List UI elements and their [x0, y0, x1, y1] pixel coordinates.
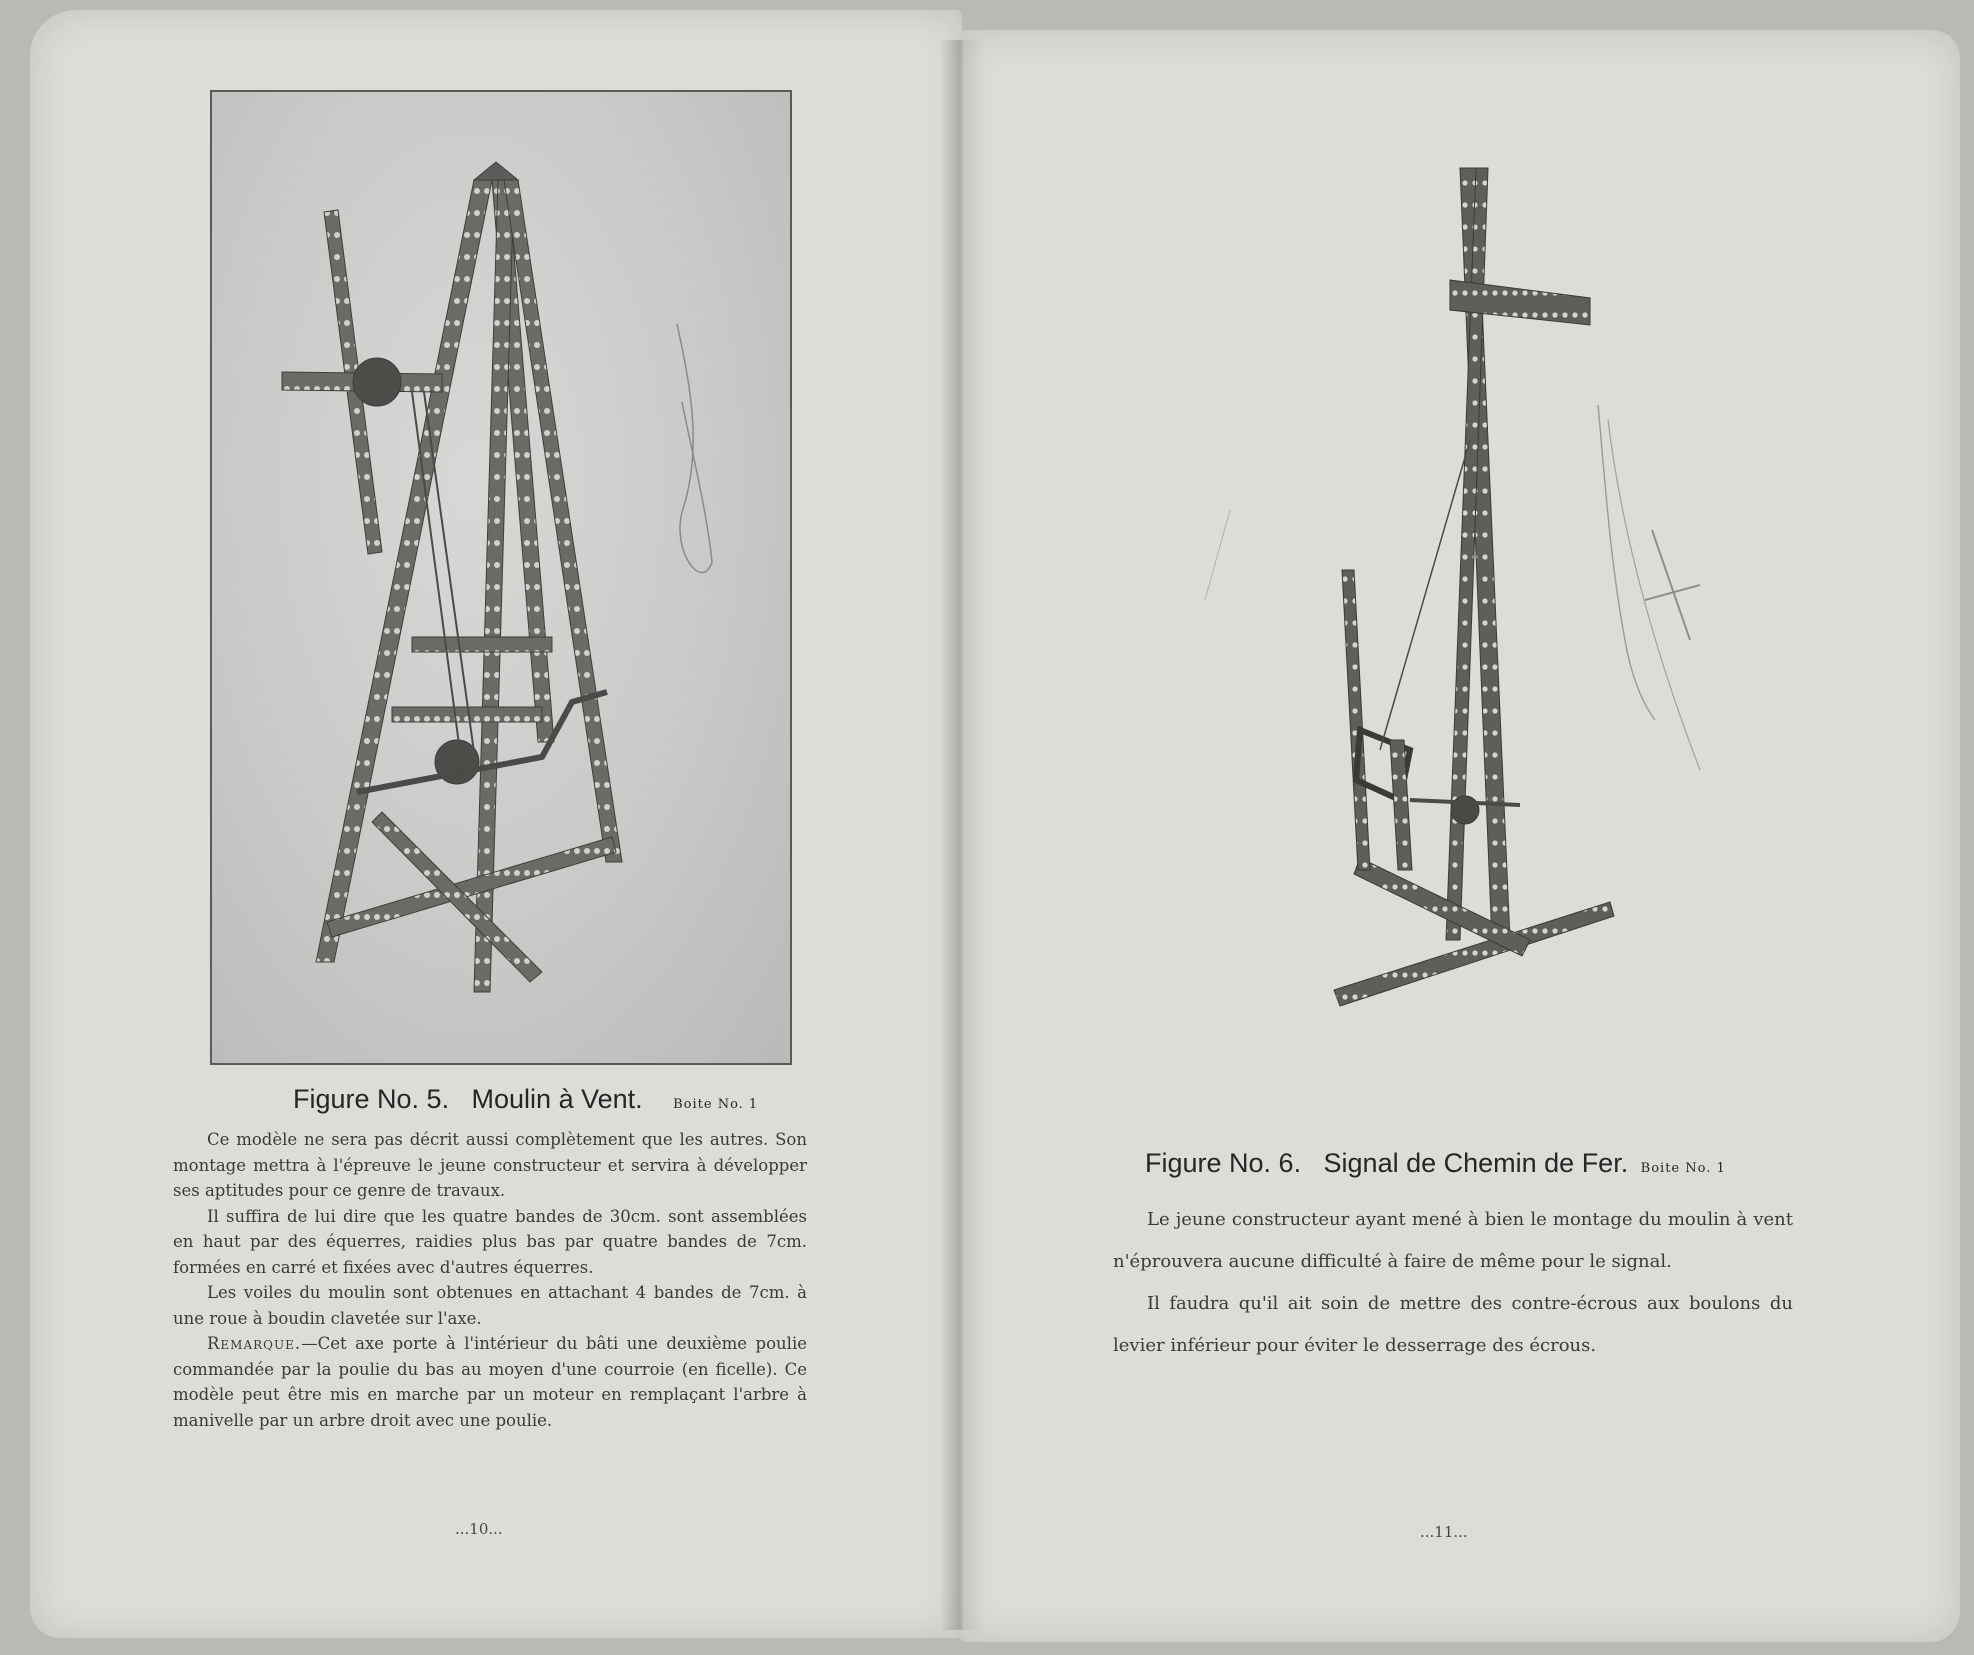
remark-label: Remarque. — [207, 1334, 302, 1353]
paragraph: Il faudra qu'il ait soin de mettre des contre-écrous aux boulons du levier inférieur pour éviter le desserrage des écrous. — [1113, 1293, 1793, 1356]
figure-6-box-label: Boite No. 1 — [1640, 1161, 1726, 1176]
figure-6-title: Signal de Chemin de Fer. — [1323, 1148, 1629, 1178]
remark-text: —Cet axe porte à l'intérieur du bâti une deuxième poulie commandée par la poulie du bas au moyen d'une courroie (en ficelle). Ce modèle peut être mis en marche par un moteur en remplaçant l'arbre à manivelle par un arbre droit avec une poulie. — [173, 1334, 807, 1430]
paragraph: Le jeune constructeur ayant mené à bien le montage du moulin à vent n'éprouvera aucune difficulté à faire de même pour le signal. — [1113, 1209, 1793, 1272]
page-number-11: ...11... — [1420, 1523, 1468, 1541]
figure-5-number: Figure No. 5. — [293, 1084, 450, 1114]
figure-5-title: Moulin à Vent. — [471, 1084, 643, 1114]
page-number-10: ...10... — [455, 1520, 503, 1538]
figure-6-description — [1113, 1199, 1793, 1367]
paragraph: Il suffira de lui dire que les quatre bandes de 30cm. sont assemblées en haut par des équerres, raidies plus bas par quatre bandes de 7cm. formées en carré et fixées avec d'autres équerres. — [173, 1206, 807, 1277]
paragraph: Les voiles du moulin sont obtenues en attachant 4 bandes de 7cm. à une roue à boudin clavetée sur l'axe. — [173, 1283, 807, 1328]
figure-6-caption — [1145, 1148, 1726, 1179]
figure-5-box-label: Boite No. 1 — [673, 1097, 759, 1112]
paragraph: Ce modèle ne sera pas décrit aussi complètement que les autres. Son montage mettra à l'épreuve le jeune constructeur et servira à développer ses aptitudes pour ce genre de travaux. — [173, 1130, 807, 1200]
figure-6-number: Figure No. 6. — [1145, 1148, 1302, 1178]
